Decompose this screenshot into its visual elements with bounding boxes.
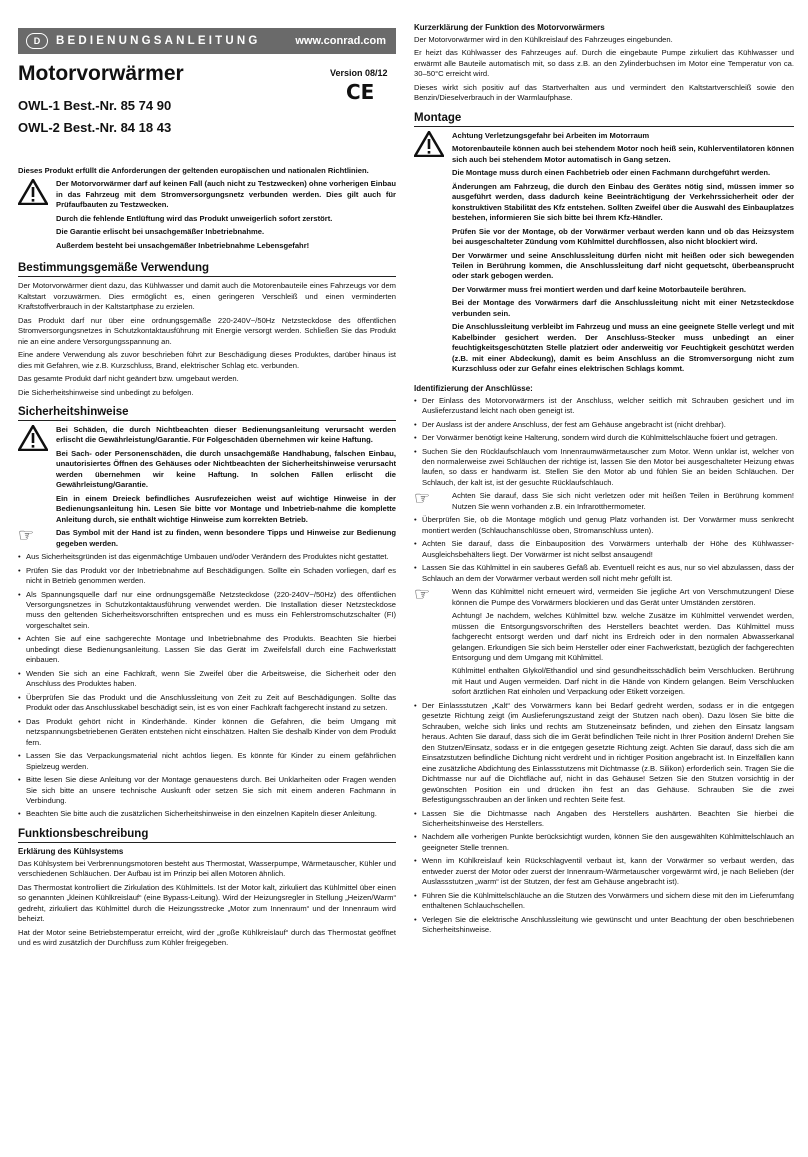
list-item: • Wenn im Kühlkreislauf kein Rückschlagventil verbaut ist, kann der Vorwärmer so verbaut werden, das entweder zuerst der Motor oder zuerst der Innenraum-Wärmetauscher vorgewärmt wird, je nach Belieben (der Auslassstutzen „warm“ ist der Stutzen, der fest am Gehäuse angebracht ist).	[414, 856, 794, 887]
version-label: Version 08/12	[330, 68, 388, 78]
hand-note-text: Achten Sie darauf, dass Sie sich nicht verletzen oder mit heißen Teilen in Berührung kommen! Nutzen Sie wenn vorhanden z.B. ein Infrarotthermometer.	[452, 491, 794, 511]
warning-triangle-icon	[414, 131, 446, 378]
paragraph: Der Motorvorwärmer dient dazu, das Kühlwasser und damit auch die Motorenbauteile eines Fahrzeugs vor dem Kaltstart vorzuwärmen. Dies ermöglicht es, einen geringeren Verschleiß und einen verminderten Kraftstoffverbrauch in der Kaltstartphase zu erzielen.	[18, 281, 396, 312]
model-owl1: OWL-1 Best.-Nr. 85 74 90	[18, 98, 172, 113]
warning-text: Der Vorwärmer muss frei montiert werden und darf keine Motorbauteile berühren.	[452, 284, 746, 294]
warning-text: Bei Sach- oder Personenschäden, die durch unsachgemäße Handhabung, falschen Einbau, unautorisiertes Öffnen des Gehäuses oder Nichtbeachten der Sicherheitshinweise verursacht werden übernehmen wir keine Haftung. In solchen Fällen erlischt die Gewährleistung/Garantie.	[56, 448, 396, 490]
right-column	[414, 20, 794, 939]
pointing-hand-icon: ☞	[414, 488, 431, 510]
subheading-identification: Identifizierung der Anschlüsse:	[414, 383, 533, 393]
warning-triangle-icon	[18, 179, 50, 254]
list-item: • Lassen Sie das Verpackungsmaterial nicht achtlos liegen. Es könnte für Kinder zu einem gefährlichen Spielzeug werden.	[18, 751, 396, 772]
list-item: • Suchen Sie den Rücklaufschlauch vom Innenraumwärmetauscher zum Motor. Wenn unklar ist, welcher von den normalerweise zwei Schläuchen der richtige ist, lassen Sie den Motor bei ausgeschalteter Heizung etwas laufen, so dass er handwarm ist. Stellen Sie den Motor ab und fühlen Sie an beiden Schläuchen. Der Schlauch, der kalt ist, ist der gesuchte Rücklaufschlauch.	[414, 447, 794, 489]
list-item: • Beachten Sie bitte auch die zusätzlichen Sicherheitshinweise in den einzelnen Kapiteln dieser Anleitung.	[18, 809, 396, 819]
paragraph: Hat der Motor seine Betriebstemperatur erreicht, wird der „große Kühlkreislauf“ durch das Thermostat geöffnet und es wird zusätzlich der Durchfluss zum Kühler freigegeben.	[18, 927, 396, 948]
list-item: • Als Spannungsquelle darf nur eine ordnungsgemäße Netzsteckdose (220-240V~/50Hz) des öffentlichen Versorgungsnetzes in Schutzkontaktausführung verwendet werden. Die Installation dieser Netzsteckdose muss den geltenden Sicherheitsvorschriften entsprechen und es muss ein Fehlerstromschutzschalter (FI) vorgeschaltet sein.	[18, 590, 396, 632]
list-item: • Der Auslass ist der andere Anschluss, der fest am Gehäuse angebracht ist (nicht drehbar).	[414, 420, 794, 430]
heading-safety: Sicherheitshinweise	[18, 406, 396, 421]
warning-text: Änderungen am Fahrzeug, die durch den Einbau des Gerätes nötig sind, müssen immer so ausgeführt werden, dass dadurch keine Beeinträchtigung der Verkehrssicherheit oder der konstruktiven Stabilität des Kfz entstehen. Sollten Zweifel über die Auswahl des Einbauplatzes bestehen, informieren Sie sich bitte bei Ihrem Kfz-Händler.	[452, 181, 794, 223]
hand-note	[18, 525, 396, 552]
list-item: • Lassen Sie die Dichtmasse nach Angaben des Herstellers aushärten. Beachten Sie hierbei die Sicherheitshinweise des Herstellers.	[414, 809, 794, 830]
warning-triangle-icon	[18, 425, 50, 528]
paragraph: Das gesamte Produkt darf nicht geändert bzw. umgebaut werden.	[18, 374, 239, 384]
mounting-list	[414, 515, 794, 584]
list-item: • Überprüfen Sie, ob die Montage möglich und genug Platz vorhanden ist. Der Vorwärmer muss senkrecht montiert werden (Schlauchanschlüsse oben, Stromanschluss unten).	[414, 515, 794, 536]
list-item: • Bitte lesen Sie diese Anleitung vor der Montage genauestens durch. Bei Unklarheiten oder Fragen wenden Sie sich bitte an unsere technische Auskunft oder setzen Sie sich mit einem anderen Fachmann in Verbindung.	[18, 775, 396, 806]
list-item: • Lassen Sie das Kühlmittel in ein sauberes Gefäß ab. Eventuell reicht es aus, nur so viel abzulassen, dass der Schlauch an dem der Vorwärmer verbaut werden soll nicht mehr gefüllt ist.	[414, 563, 794, 584]
list-item: • Überprüfen Sie das Produkt und die Anschlussleitung von Zeit zu Zeit auf Beschädigungen. Sollte das Produkt oder das Anschlusskabel beschädigt sein, ist es von einer Fachkraft fachgerecht instand zu setzen.	[18, 693, 396, 714]
warning-text: Achtung Verletzungsgefahr bei Arbeiten im Motorraum	[452, 130, 650, 140]
paragraph: Das Produkt darf nur über eine ordnungsgemäße 220-240V~/50Hz Netzsteckdose des öffentlichen Stromversorgungsnetzes in Schutzkontaktausführung mit Energie versorgt werden. Schließen Sie das Produkt nie an eine andere Versorgungsspannung an.	[18, 315, 396, 346]
hand-note-text: Achtung! Je nachdem, welches Kühlmittel bzw. welche Zusätze im Kühlmittel verwendet werden, müssen die Entsorgungsvorschriften des Herstellers beachtet werden. Das Kühlmittel muss fachgerecht entsorgt werden und darf nicht ins Erdreich oder in den normalen Abwasserkanal gelangen. Erkundigen Sie sich beim Hersteller oder einer Fachwerkstatt, bezüglich der fachgerechten Entsorgung und dem Umgang mit Kühlmittel.	[452, 611, 794, 662]
pointing-hand-icon: ☞	[18, 525, 35, 547]
header-banner	[18, 28, 396, 54]
list-item: • Der Einlass des Motorvorwärmers ist der Anschluss, welcher seitlich mit Schrauben gesichert und im Auslieferzustand leicht nach oben geneigt ist.	[414, 396, 794, 417]
connection-list	[414, 396, 794, 489]
list-item: • Führen Sie die Kühlmittelschläuche an die Stutzen des Vorwärmers und sichern diese mit den im Lieferumfang enthaltenen Schlauchschellen.	[414, 891, 794, 912]
mounting-warning-block	[414, 131, 794, 378]
warning-text: Der Motorvorwärmer darf auf keinen Fall (auch nicht zu Testzwecken) ohne vorherigen Einbau in das Fahrzeug mit dem Stromversorgungsnetz verbunden werden. Dies gilt auch für Prüfaufbauten zu Testzwecken.	[56, 179, 396, 210]
warning-text: Der Vorwärmer und seine Anschlussleitung dürfen nicht mit heißen oder sich bewegenden Teilen in Berührung kommen, die Anschlussleitung darf nicht gequetscht, überbeansprucht oder stark gebogen werden.	[452, 250, 794, 281]
language-badge: D	[26, 33, 48, 49]
header-title: BEDIENUNGSANLEITUNG	[56, 35, 261, 47]
list-item: • Achten Sie auf eine sachgerechte Montage und Inbetriebnahme des Produkts. Beachten Sie hierbei unbedingt diese Bedienungsanleitung. Lassen Sie das Gerät im Zweifelsfall durch eine Fachwerkstatt einbauen.	[18, 634, 396, 665]
hand-note	[414, 488, 794, 515]
conformity-text: Dieses Produkt erfüllt die Anforderungen der geltenden europäischen und nationalen Richtlinien.	[18, 166, 369, 175]
installation-list	[414, 701, 794, 936]
warning-text: Die Montage muss durch einen Fachbetrieb oder einen Fachmann durchgeführt werden.	[452, 168, 771, 178]
warning-text: Bei Schäden, die durch Nichtbeachten dieser Bedienungsanleitung verursacht werden erlischt die Gewährleistung/Garantie. Für Folgeschäden übernehmen wir keine Haftung.	[56, 424, 396, 445]
paragraph: Er heizt das Kühlwasser des Fahrzeuges auf. Durch die eingebaute Pumpe zirkuliert das Kühlwasser und erwärmt alle Bauteile automatisch mit, so dass z.B. an den Zylinderbuchsen im Motor eine Temperatur von ca. 30–50°C erreicht wird.	[414, 48, 794, 79]
paragraph: Dieses wirkt sich positiv auf das Startverhalten aus und vermindert den Kaltstartverschleiß sowie den Benzin/Dieselverbrauch in der Warmlaufphase.	[414, 82, 794, 103]
warning-text: Außerdem besteht bei unsachgemäßer Inbetriebnahme Lebensgefahr!	[56, 240, 310, 250]
website-link[interactable]: www.conrad.com	[295, 35, 386, 47]
heading-mounting: Montage	[414, 112, 794, 127]
list-item: • Verlegen Sie die elektrische Anschlussleitung wie gewünscht und unter Beachtung der oben beschriebenen Sicherheitshinweise.	[414, 915, 794, 936]
heading-function: Funktionsbeschreibung	[18, 828, 396, 843]
paragraph: Eine andere Verwendung als zuvor beschrieben führt zur Beschädigung dieses Produktes, darüber hinaus ist dies mit Gefahren, wie z.B. Kurzschluss, Brand, elektrischer Schlag etc. verbunden.	[18, 350, 396, 370]
ce-mark: CE	[346, 80, 375, 104]
list-item: • Wenden Sie sich an eine Fachkraft, wenn Sie Zweifel über die Arbeitsweise, die Sicherheit oder den Anschluss des Produktes haben.	[18, 669, 396, 690]
list-item: • Das Produkt gehört nicht in Kinderhände. Kinder können die Gefahren, die beim Umgang mit netzspannungsbetriebenen Geräten entstehen nicht einschätzen. Halten Sie deshalb Kinder von dem Produkt fern.	[18, 717, 396, 748]
list-item: • Der Vorwärmer benötigt keine Halterung, sondern wird durch die Kühlmittelschläuche fixiert und getragen.	[414, 433, 794, 443]
warning-text: Durch die fehlende Entlüftung wird das Produkt unweigerlich sofort zerstört.	[56, 213, 333, 223]
heading-intended-use: Bestimmungsgemäße Verwendung	[18, 262, 396, 277]
paragraph: Die Sicherheitshinweise sind unbedingt zu befolgen.	[18, 387, 194, 397]
safety-warning-block	[18, 425, 396, 528]
subheading-short-explanation: Kurzerklärung der Funktion des Motorvorwärmers	[414, 23, 605, 32]
warning-text: Bei der Montage des Vorwärmers darf die Anschlussleitung nicht mit einer Netzsteckdose verbunden sein.	[452, 298, 794, 318]
list-item: • Prüfen Sie das Produkt vor der Inbetriebnahme auf Beschädigungen. Sollte ein Schaden vorliegen, darf es nicht in Betrieb genommen werden.	[18, 566, 396, 587]
paragraph: Der Motorvorwärmer wird in den Kühlkreislauf des Fahrzeuges eingebunden.	[414, 35, 673, 44]
product-title: Motorvorwärmer	[18, 62, 184, 85]
warning-block	[18, 179, 396, 254]
list-item: • Achten Sie darauf, dass die Einbauposition des Vorwärmers unterhalb der Höhe des Kühlwasser-Ausgleichsbehälters liegt. Der Vorwärmer ist nicht selbst ansaugend!	[414, 539, 794, 560]
paragraph: Das Thermostat kontrolliert die Zirkulation des Kühlmittels. Ist der Motor kalt, zirkuliert das Kühlmittel über einen so genannten „kleinen Kühlkreislauf“ (eine Bypass-Leitung). Wird der Heizungsregler in Stellung „Heizen/Warm“ gedreht, zirkuliert das Kühlmittel durch die Heizungsstrecke „Motor zum Innenraum“ und der Innenraum wird beheizt.	[18, 882, 396, 924]
pointing-hand-icon: ☞	[414, 584, 431, 606]
list-item: • Aus Sicherheitsgründen ist das eigenmächtige Umbauen und/oder Verändern des Produktes nicht gestattet.	[18, 552, 396, 562]
paragraph: Das Kühlsystem bei Verbrennungsmotoren besteht aus Thermostat, Wasserpumpe, Wärmetauscher, Kühler und verschiedenen Schläuchen. Der Aufbau ist im Prinzip bei allen Motoren ähnlich.	[18, 858, 396, 879]
subheading-cooling: Erklärung des Kühlsystems	[18, 846, 124, 856]
model-owl2: OWL-2 Best.-Nr. 84 18 43	[18, 120, 172, 135]
list-item: • Nachdem alle vorherigen Punkte berücksichtigt wurden, können Sie den ausgewählten Kühlmittelschlauch an geeigneter Stelle trennen.	[414, 832, 794, 853]
warning-text: Ein in einem Dreieck befindliches Ausrufezeichen weist auf wichtige Hinweise in der Bedienungsanleitung hin. Lesen Sie bitte vor Montage und Inbetrieb-nahme die komplette Anleitung durch, sie enthält wichtige Hinweise zum korrekten Betrieb.	[56, 493, 396, 524]
list-item: • Der Einlassstutzen „Kalt“ des Vorwärmers kann bei Bedarf gedreht werden, sodass er in die entgegen gesetzte Richtung zeigt (im Auslieferungszustand zeigt der Stutzen nach oben). Dazu lösen Sie bitte die Schrauben, welche sich links und rechts am Stutzeneinsatz befinden, und ziehen den Einsatz langsam heraus. Achten Sie darauf, dass sich die im Gerät befindlichen Teile nicht in Ihrer Position ändern! Drehen Sie den Stutzen/Einsatz, sodass er in die entgegen gesetzte Richtung zeigt. Achten Sie darauf, dass sich die am Einsatzstutzen befindliche Dichtung nicht verdreht und in richtiger Position angebracht ist. In Einzelfällen kann eine zusätzliche Abdichtung des Einlassstutzens mit Dichtmasse (z.B. Silikon) erforderlich sein. Tragen Sie die Dichtmasse nur auf die Dichtfläche auf, nicht in das Gehäuse! Setzen Sie den Stutzen vorsichtig in der gewünschten Position ein und drücken ihn fest an das Gehäuse. Schrauben Sie die zwei Befestigungsschrauben an der linken und rechten Seite fest.	[414, 701, 794, 806]
safety-list	[18, 552, 396, 820]
hand-note-text: Kühlmittel enthalten Glykol/Ethandiol und sind gesundheitsschädlich beim Verschlucken. Berührung mit Haut und Augen vermeiden. Darf nicht in die Hände von Kindern gelangen. Beim Verschlucken sofort ärztlichen Rat einholen und Verpackung oder Etikett vorzeigen.	[452, 666, 794, 697]
warning-text: Prüfen Sie vor der Montage, ob der Vorwärmer verbaut werden kann und ob das Heizsystem bei ausgeschalteter Zündung vom Kühlmittel durchflossen, also nicht blockiert wird.	[452, 226, 794, 247]
warning-text: Motorenbauteile können auch bei stehendem Motor noch heiß sein, Kühlerventilatoren können sich auch bei stehendem Motor automatisch in Gang setzen.	[452, 144, 794, 164]
warning-text: Die Garantie erlischt bei unsachgemäßer Inbetriebnahme.	[56, 227, 265, 237]
hand-note	[414, 584, 794, 701]
left-column	[18, 166, 396, 952]
warning-text: Die Anschlussleitung verbleibt im Fahrzeug und muss an eine geeignete Stelle verlegt und mit Kabelbinder gesichert werden. Der Anschluss-Stecker muss unbedingt an einer feuchtigkeitsgeschützten Stelle platziert oder anderweitig vor Feuchtigkeit geschützt werden (z.B. mit einer Abdeckung), damit es beim Anschluss an die Stromversorgung nicht zum Kurzschluss oder zur Gefahr eines elektrischen Schlags kommt.	[452, 322, 794, 374]
hand-note-text: Wenn das Kühlmittel nicht erneuert wird, vermeiden Sie jegliche Art von Verschmutzungen! Diese können die Pumpe des Vorwärmers blockieren und das Gerät unter Umständen zerstören.	[452, 587, 794, 607]
hand-note-text: Das Symbol mit der Hand ist zu finden, wenn besondere Tipps und Hinweise zur Bedienung gegeben werden.	[56, 528, 396, 548]
